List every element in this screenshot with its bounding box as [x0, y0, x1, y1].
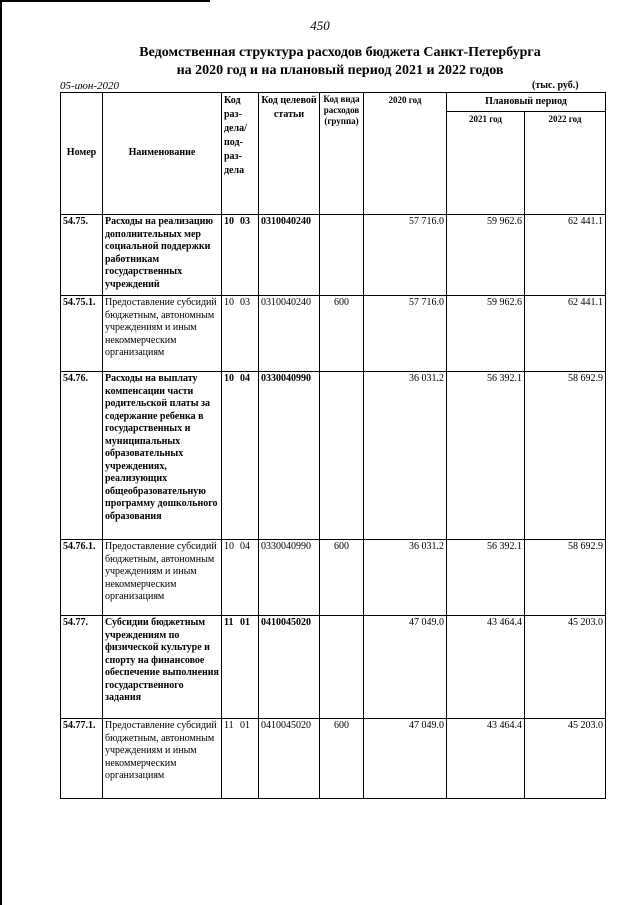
row-article-code: 0410045020: [259, 719, 320, 799]
row-name: Предоставление субсидий бюджетным, автономным учреждениям и иным некоммерческим организациям: [103, 296, 222, 372]
row-amount-2022: 45 203.0: [525, 616, 606, 719]
row-amount-2020: 47 049.0: [364, 719, 447, 799]
row-subsection: 03: [240, 216, 250, 227]
row-section: 10: [224, 297, 234, 308]
header-article-code: Код целевой статьи: [259, 93, 320, 215]
header-section-code: Код раз-дела/ под-раз-дела: [222, 93, 259, 215]
document-title: [60, 44, 620, 80]
header-name: Наименование: [103, 93, 222, 215]
row-amount-2022: 62 441.1: [525, 296, 606, 372]
row-amount-2022: 58 692.9: [525, 540, 606, 616]
row-number: 54.77.1.: [61, 719, 103, 799]
row-subsection: 03: [240, 297, 250, 308]
row-section-code: [222, 719, 259, 799]
table-row: [61, 296, 606, 372]
scan-edge-left: [0, 0, 2, 905]
row-section-code: [222, 372, 259, 540]
row-section: 11: [224, 617, 234, 628]
row-expense-type: 600: [320, 540, 364, 616]
header-expense-type: Код вида расходов (группа): [320, 93, 364, 215]
row-amount-2021: 56 392.1: [447, 540, 525, 616]
row-amount-2021: 59 962.6: [447, 215, 525, 296]
row-number: 54.77.: [61, 616, 103, 719]
table-row: [61, 616, 606, 719]
row-amount-2021: 56 392.1: [447, 372, 525, 540]
scan-edge-top: [0, 0, 210, 2]
row-section: 11: [224, 720, 234, 731]
row-number: 54.75.1.: [61, 296, 103, 372]
row-name: Субсидии бюджетным учреждениям по физической культуре и спорту на финансовое обеспечение выполнения государственного задания: [103, 616, 222, 719]
row-number: 54.76.: [61, 372, 103, 540]
row-subsection: 04: [240, 373, 250, 384]
row-subsection: 01: [240, 720, 250, 731]
row-amount-2021: 59 962.6: [447, 296, 525, 372]
row-section-code: [222, 296, 259, 372]
row-subsection: 04: [240, 541, 250, 552]
row-amount-2020: 36 031.2: [364, 540, 447, 616]
table-row: [61, 719, 606, 799]
row-section: 10: [224, 373, 234, 384]
row-article-code: 0310040240: [259, 296, 320, 372]
header-planned-period: Плановый период: [447, 93, 606, 112]
units-label: (тыс. руб.): [532, 80, 579, 91]
row-expense-type: [320, 215, 364, 296]
row-amount-2022: 62 441.1: [525, 215, 606, 296]
row-number: 54.76.1.: [61, 540, 103, 616]
row-amount-2020: 57 716.0: [364, 215, 447, 296]
header-year-2020: 2020 год: [364, 93, 447, 215]
header-year-2022: 2022 год: [525, 112, 606, 215]
row-section-code: [222, 616, 259, 719]
row-name: Расходы на выплату компенсации части родительской платы за содержание ребенка в государственных и муниципальных образовательных учреждениях, реализующих общеобразовательную программу дошкольного образования: [103, 372, 222, 540]
row-subsection: 01: [240, 617, 250, 628]
row-expense-type: 600: [320, 719, 364, 799]
row-expense-type: [320, 616, 364, 719]
row-section: 10: [224, 541, 234, 552]
document-date: 05-июн-2020: [60, 80, 120, 92]
row-name: Расходы на реализацию дополнительных мер социальной поддержки работникам государственных учреждений: [103, 215, 222, 296]
header-year-2021: 2021 год: [447, 112, 525, 215]
table-row: [61, 215, 606, 296]
row-expense-type: 600: [320, 296, 364, 372]
row-expense-type: [320, 372, 364, 540]
title-line-1: Ведомственная структура расходов бюджета Санкт-Петербурга: [139, 45, 541, 60]
header-number: Номер: [61, 93, 103, 215]
row-name: Предоставление субсидий бюджетным, автономным учреждениям и иным некоммерческим организациям: [103, 540, 222, 616]
row-amount-2022: 45 203.0: [525, 719, 606, 799]
row-article-code: 0310040240: [259, 215, 320, 296]
row-amount-2021: 43 464.4: [447, 616, 525, 719]
table-row: [61, 540, 606, 616]
row-article-code: 0330040990: [259, 372, 320, 540]
row-article-code: 0330040990: [259, 540, 320, 616]
row-name: Предоставление субсидий бюджетным, автономным учреждениям и иным некоммерческим организациям: [103, 719, 222, 799]
row-amount-2021: 43 464.4: [447, 719, 525, 799]
row-section-code: [222, 540, 259, 616]
row-amount-2020: 57 716.0: [364, 296, 447, 372]
title-line-2: на 2020 год и на плановый период 2021 и 2022 годов: [176, 63, 504, 78]
row-section-code: [222, 215, 259, 296]
row-number: 54.75.: [61, 215, 103, 296]
row-amount-2022: 58 692.9: [525, 372, 606, 540]
table-row: [61, 372, 606, 540]
row-article-code: 0410045020: [259, 616, 320, 719]
row-amount-2020: 47 049.0: [364, 616, 447, 719]
budget-table: [60, 92, 606, 799]
row-section: 10: [224, 216, 234, 227]
page-number: 450: [310, 18, 330, 33]
row-amount-2020: 36 031.2: [364, 372, 447, 540]
